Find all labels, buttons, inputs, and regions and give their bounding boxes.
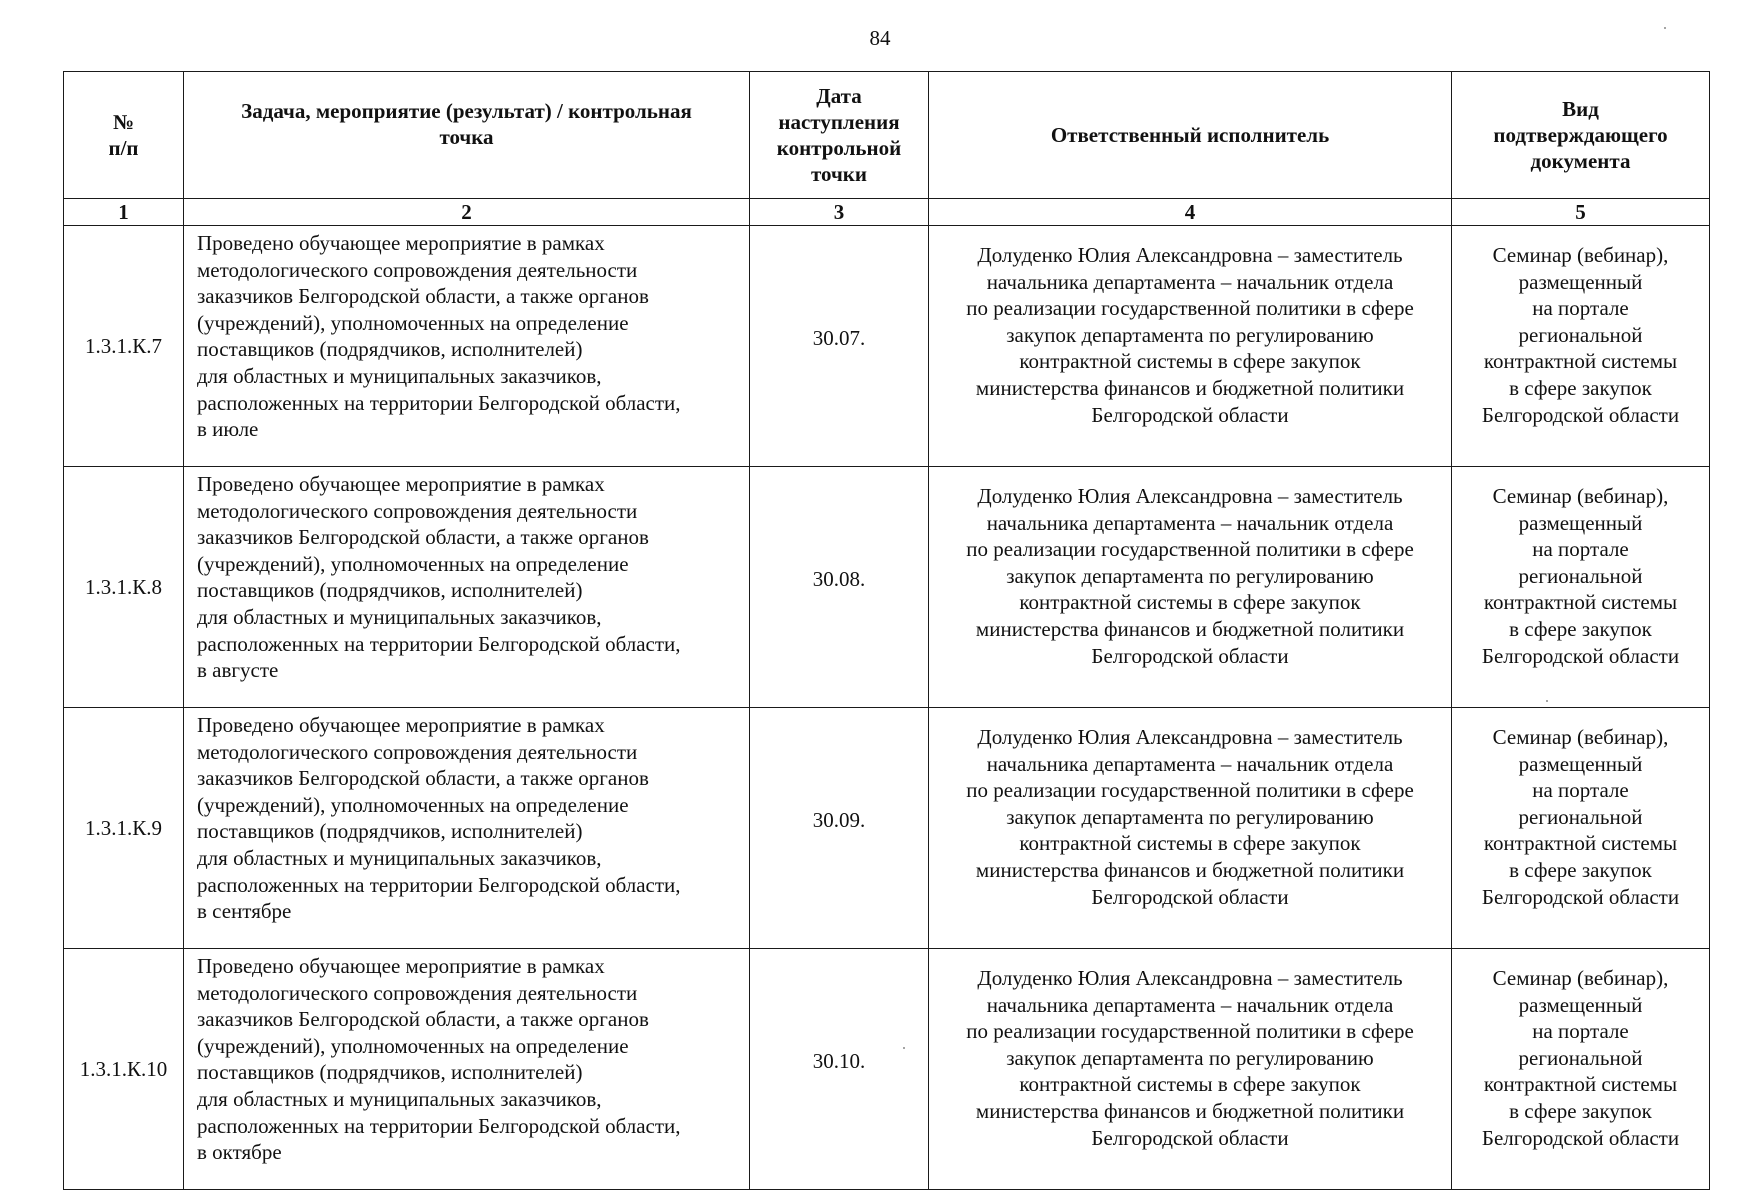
text-line: методологического сопровождения деятельности [197,980,638,1005]
text-line: Семинар (вебинар), [1492,966,1669,990]
text-line: (учреждений), уполномоченных на определение [197,310,629,335]
row-number: 1.3.1.К.8 [64,467,184,708]
row-responsible [929,226,1452,467]
text-line: размещенный [1518,510,1643,535]
row-date: 30.10. [750,949,929,1190]
row-task [184,226,750,467]
text-line: региональной [1518,804,1643,829]
text-line: поставщиков (подрядчиков, исполнителей) [197,819,583,844]
text-line: закупок департамента по регулированию [1006,1045,1374,1070]
text-line: на портале [1532,1019,1629,1044]
text-line: Белгородской области [1481,1125,1680,1150]
text-line: по реализации государственной политики в сфере [966,296,1414,321]
row-number: 1.3.1.К.9 [64,708,184,949]
column-number: 3 [750,199,929,226]
text-line: поставщиков (подрядчиков, исполнителей) [197,1060,583,1085]
text-line: для областных и муниципальных заказчиков, [197,363,602,388]
text-line: контрактной системы в сфере закупок [1019,1072,1361,1097]
text-line: контрактной системы [1483,349,1678,374]
column-number: 2 [184,199,750,226]
text-line: Семинар (вебинар), [1492,725,1669,749]
row-responsible [929,467,1452,708]
text-line: заказчиков Белгородской области, а также органов [197,766,649,791]
header-responsible [929,72,1452,199]
text-line: министерства финансов и бюджетной политики [975,857,1405,882]
table-row [64,708,1710,949]
text-line: поставщиков (подрядчиков, исполнителей) [197,337,583,362]
text-line: расположенных на территории Белгородской области, [197,872,681,897]
header-line: № [112,110,135,134]
text-line: министерства финансов и бюджетной политики [975,1098,1405,1123]
control-points-table [63,71,1710,1190]
text-line: Белгородской области [1091,884,1289,909]
column-numbers [64,199,1710,226]
text-line: методологического сопровождения деятельности [197,739,638,764]
text-line: министерства финансов и бюджетной политики [975,616,1405,641]
row-document [1452,949,1710,1190]
text-line: на портале [1532,537,1629,562]
text-line: в сфере закупок [1509,857,1652,882]
row-number: 1.3.1.К.7 [64,226,184,467]
text-line: по реализации государственной политики в сфере [966,778,1414,803]
table-header [64,72,1710,199]
header-num [64,72,184,199]
text-line: начальника департамента – начальник отдела [986,510,1394,535]
row-task [184,708,750,949]
row-responsible [929,708,1452,949]
text-line: по реализации государственной политики в сфере [966,1019,1414,1044]
text-line: Долуденко Юлия Александровна – заместитель [977,725,1403,749]
row-responsible [929,949,1452,1190]
text-line: Семинар (вебинар), [1492,484,1669,508]
text-line: Белгородской области [1091,402,1289,427]
text-line: Проведено обучающее мероприятие в рамках [197,713,605,737]
text-line: на портале [1532,778,1629,803]
column-number: 1 [64,199,184,226]
text-line: заказчиков Белгородской области, а также органов [197,525,649,550]
text-line: в сфере закупок [1509,375,1652,400]
text-line: министерства финансов и бюджетной политики [975,375,1405,400]
column-number-row [64,199,1710,226]
text-line: заказчиков Белгородской области, а также органов [197,1007,649,1032]
text-line: в сфере закупок [1509,1098,1652,1123]
text-line: расположенных на территории Белгородской области, [197,1113,681,1138]
text-line: начальника департамента – начальник отдела [986,992,1394,1017]
header-line: Дата [816,84,862,108]
column-number: 4 [929,199,1452,226]
row-document [1452,226,1710,467]
header-line: точка [439,125,494,149]
header-line: наступления [778,110,900,134]
text-line: Долуденко Юлия Александровна – заместитель [977,484,1403,508]
header-line: Ответственный исполнитель [1050,123,1330,147]
text-line: Белгородской области [1091,1125,1289,1150]
text-line: (учреждений), уполномоченных на определение [197,1033,629,1058]
text-line: региональной [1518,563,1643,588]
text-line: контрактной системы [1483,590,1678,615]
text-line: контрактной системы в сфере закупок [1019,349,1361,374]
row-document [1452,708,1710,949]
text-line: для областных и муниципальных заказчиков, [197,1086,602,1111]
text-line: заказчиков Белгородской области, а также органов [197,284,649,309]
text-line: по реализации государственной политики в сфере [966,537,1414,562]
text-line: размещенный [1518,992,1643,1017]
text-line: закупок департамента по регулированию [1006,322,1374,347]
text-line: для областных и муниципальных заказчиков, [197,604,602,629]
text-line: на портале [1532,296,1629,321]
column-number: 5 [1452,199,1710,226]
text-line: в июле [197,417,259,442]
header-line: документа [1530,149,1631,173]
table-row [64,467,1710,708]
text-line: в сфере закупок [1509,616,1652,641]
text-line: в августе [197,658,279,683]
text-line: размещенный [1518,751,1643,776]
row-date: 30.09. [750,708,929,949]
row-date: 30.08. [750,467,929,708]
header-document [1452,72,1710,199]
page-number: 84 [869,26,891,50]
text-line: региональной [1518,1045,1643,1070]
text-line: Долуденко Юлия Александровна – заместитель [977,966,1403,990]
table-row [64,226,1710,467]
text-line: начальника департамента – начальник отдела [986,751,1394,776]
text-line: расположенных на территории Белгородской области, [197,631,681,656]
text-line: контрактной системы в сфере закупок [1019,590,1361,615]
text-line: Белгородской области [1091,643,1289,668]
table-body [64,226,1710,1190]
header-line: Вид [1562,97,1599,121]
header-line: точки [810,162,868,186]
header-line: подтверждающего [1493,123,1668,147]
text-line: расположенных на территории Белгородской области, [197,390,681,415]
text-line: региональной [1518,322,1643,347]
scan-speck [1664,27,1666,29]
text-line: в сентябре [197,899,292,924]
text-line: в октябре [197,1140,282,1165]
text-line: Проведено обучающее мероприятие в рамках [197,472,605,496]
text-line: контрактной системы [1483,1072,1678,1097]
text-line: (учреждений), уполномоченных на определение [197,792,629,817]
header-task [184,72,750,199]
header-row [64,72,1710,199]
row-task [184,467,750,708]
table-row [64,949,1710,1190]
text-line: для областных и муниципальных заказчиков, [197,845,602,870]
text-line: (учреждений), уполномоченных на определение [197,551,629,576]
text-line: Проведено обучающее мероприятие в рамках [197,954,605,978]
header-date [750,72,929,199]
row-task [184,949,750,1190]
text-line: закупок департамента по регулированию [1006,804,1374,829]
text-line: методологического сопровождения деятельности [197,498,638,523]
row-number: 1.3.1.К.10 [64,949,184,1190]
text-line: методологического сопровождения деятельности [197,257,638,282]
header-line: Задача, мероприятие (результат) / контрольная [241,99,692,123]
text-line: контрактной системы [1483,831,1678,856]
text-line: Белгородской области [1481,402,1680,427]
text-line: контрактной системы в сфере закупок [1019,831,1361,856]
header-line: контрольной [776,136,902,160]
row-document [1452,467,1710,708]
text-line: размещенный [1518,269,1643,294]
text-line: Долуденко Юлия Александровна – заместитель [977,243,1403,267]
text-line: Проведено обучающее мероприятие в рамках [197,231,605,255]
text-line: Белгородской области [1481,643,1680,668]
text-line: поставщиков (подрядчиков, исполнителей) [197,578,583,603]
row-date: 30.07. [750,226,929,467]
text-line: закупок департамента по регулированию [1006,563,1374,588]
header-line: п/п [108,136,139,160]
text-line: Семинар (вебинар), [1492,243,1669,267]
text-line: начальника департамента – начальник отдела [986,269,1394,294]
text-line: Белгородской области [1481,884,1680,909]
